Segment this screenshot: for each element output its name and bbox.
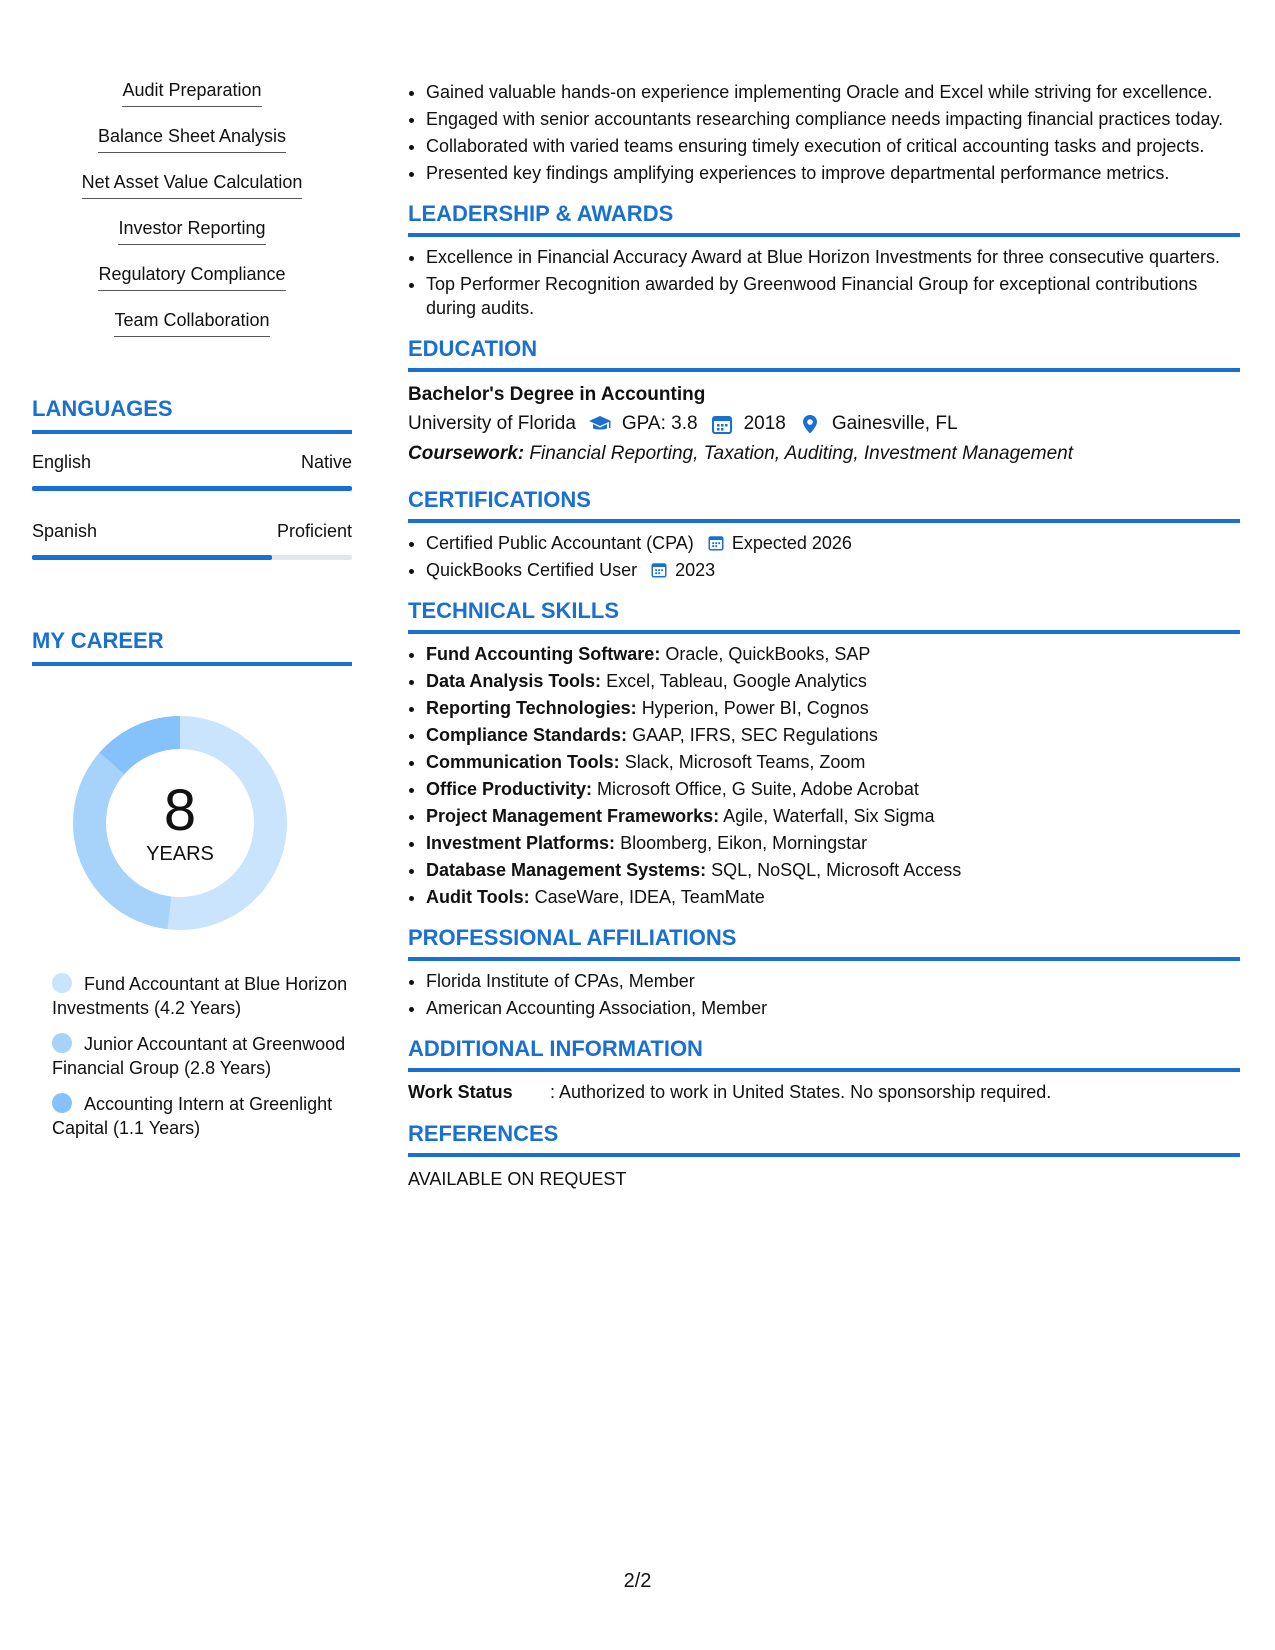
certifications-heading: CERTIFICATIONS — [408, 487, 1240, 523]
skill-values: Excel, Tableau, Google Analytics — [606, 671, 867, 691]
certifications-list — [408, 531, 1240, 582]
page-number: 2/2 — [623, 1570, 652, 1592]
skill-values: Bloomberg, Eikon, Morningstar — [620, 833, 868, 853]
legend-item — [32, 972, 352, 1020]
career-total-unit: YEARS — [146, 842, 214, 865]
skill-values: Agile, Waterfall, Six Sigma — [723, 806, 935, 826]
language-bar-fill — [32, 555, 272, 560]
list-item: • Collaborated with varied teams ensuring timely execution of critical accounting tasks and projects. — [426, 134, 1240, 158]
list-item — [426, 531, 1240, 555]
references-heading: REFERENCES — [408, 1121, 1240, 1157]
skill-category: Database Management Systems: — [426, 860, 707, 880]
list-item — [426, 777, 1240, 801]
skill-values: Oracle, QuickBooks, SAP — [665, 644, 871, 664]
school-name: University of Florida — [408, 413, 576, 434]
graduation-year: 2018 — [743, 413, 786, 434]
graduation-cap-icon — [588, 414, 612, 434]
language-item — [32, 452, 352, 491]
legend-swatch — [52, 973, 72, 993]
skill-category: Office Productivity: — [426, 779, 593, 799]
list-item: • Excellence in Financial Accuracy Award at Blue Horizon Investments for three consecutive quarters. — [426, 245, 1240, 269]
work-status-row — [408, 1082, 1240, 1103]
skills-list — [32, 80, 352, 356]
career-donut-chart — [65, 708, 295, 938]
list-item — [426, 804, 1240, 828]
career-legend — [32, 972, 352, 1140]
calendar-icon — [710, 414, 734, 434]
legend-label: Fund Accountant at Blue Horizon Investments (4.2 Years) — [52, 974, 348, 1018]
legend-swatch — [52, 1093, 72, 1113]
leadership-heading: LEADERSHIP & AWARDS — [408, 201, 1240, 237]
language-bar — [32, 555, 352, 560]
skill-category: Communication Tools: — [426, 752, 620, 772]
coursework-list: Financial Reporting, Taxation, Auditing, Investment Management — [529, 443, 1073, 464]
school-location: Gainesville, FL — [831, 413, 958, 434]
skill-category: Investment Platforms: — [426, 833, 616, 853]
career-total-years: 8 — [163, 777, 197, 843]
skill-category: Compliance Standards: — [426, 725, 628, 745]
leadership-list — [408, 245, 1240, 320]
language-item — [32, 521, 352, 560]
education-details — [408, 413, 1240, 435]
list-item: • American Accounting Association, Member — [426, 996, 1240, 1020]
skill-tag: Audit Preparation — [122, 80, 261, 107]
list-item — [426, 669, 1240, 693]
cert-date: Expected 2026 — [731, 533, 852, 553]
list-item — [426, 696, 1240, 720]
legend-swatch — [52, 1033, 72, 1053]
location-pin-icon — [798, 414, 822, 434]
work-status-label: Work Status — [408, 1082, 513, 1102]
skill-tag: Investor Reporting — [118, 218, 265, 245]
list-item — [426, 558, 1240, 582]
languages-heading: LANGUAGES — [32, 396, 352, 434]
skill-tag: Balance Sheet Analysis — [98, 126, 286, 153]
list-item: • Gained valuable hands-on experience implementing Oracle and Excel while striving for excellence. — [426, 80, 1240, 104]
list-item — [426, 723, 1240, 747]
skill-values: GAAP, IFRS, SEC Regulations — [632, 725, 878, 745]
calendar-icon — [707, 534, 725, 552]
list-item: • Presented key findings amplifying experiences to improve departmental performance metrics. — [426, 161, 1240, 185]
language-name: English — [32, 452, 92, 472]
list-item — [426, 750, 1240, 774]
list-item: • Top Performer Recognition awarded by Greenwood Financial Group for exceptional contributions during audits. — [426, 272, 1240, 320]
list-item: • Engaged with senior accountants researching compliance needs impacting financial practices today. — [426, 107, 1240, 131]
coursework-label: Coursework: — [408, 443, 525, 464]
skill-category: Reporting Technologies: — [426, 698, 637, 718]
list-item — [426, 831, 1240, 855]
skill-tag: Team Collaboration — [114, 310, 269, 337]
career-heading: MY CAREER — [32, 628, 352, 666]
experience-bullets — [408, 80, 1240, 185]
cert-name: QuickBooks Certified User — [426, 560, 638, 580]
legend-item — [32, 1032, 352, 1080]
cert-name: Certified Public Accountant (CPA) — [426, 533, 694, 553]
language-bar — [32, 486, 352, 491]
calendar-icon — [650, 561, 668, 579]
coursework — [408, 443, 1240, 465]
language-level: Native — [300, 452, 352, 472]
references-text: AVAILABLE ON REQUEST — [408, 1169, 627, 1189]
education-heading: EDUCATION — [408, 336, 1240, 372]
skill-values: Hyperion, Power BI, Cognos — [641, 698, 869, 718]
language-level: Proficient — [276, 521, 352, 541]
skill-values: CaseWare, IDEA, TeamMate — [534, 887, 765, 907]
skill-values: SQL, NoSQL, Microsoft Access — [711, 860, 962, 880]
list-item — [426, 642, 1240, 666]
cert-date: 2023 — [675, 560, 716, 580]
work-status-value: : Authorized to work in United States. No sponsorship required. — [550, 1082, 1052, 1102]
affiliations-list — [408, 969, 1240, 1020]
list-item — [426, 858, 1240, 882]
skill-category: Audit Tools: — [426, 887, 530, 907]
skill-tag: Net Asset Value Calculation — [82, 172, 303, 199]
legend-label: Accounting Intern at Greenlight Capital (1.1 Years) — [52, 1094, 333, 1138]
skill-values: Microsoft Office, G Suite, Adobe Acrobat — [597, 779, 919, 799]
skill-values: Slack, Microsoft Teams, Zoom — [624, 752, 866, 772]
gpa: GPA: 3.8 — [621, 413, 698, 434]
language-bar-fill — [32, 486, 352, 491]
skill-category: Fund Accounting Software: — [426, 644, 661, 664]
affiliations-heading: PROFESSIONAL AFFILIATIONS — [408, 925, 1240, 961]
skill-tag: Regulatory Compliance — [98, 264, 285, 291]
skill-category: Data Analysis Tools: — [426, 671, 602, 691]
skill-category: Project Management Frameworks: — [426, 806, 720, 826]
degree-title: Bachelor's Degree in Accounting — [408, 384, 706, 405]
technical-skills-list — [408, 642, 1240, 909]
legend-label: Junior Accountant at Greenwood Financial Group (2.8 Years) — [52, 1034, 346, 1078]
technical-skills-heading: TECHNICAL SKILLS — [408, 598, 1240, 634]
list-item — [426, 885, 1240, 909]
main-content — [408, 80, 1240, 1190]
list-item: • Florida Institute of CPAs, Member — [426, 969, 1240, 993]
language-name: Spanish — [32, 521, 98, 541]
sidebar — [32, 80, 352, 1152]
additional-info-heading: ADDITIONAL INFORMATION — [408, 1036, 1240, 1072]
legend-item — [32, 1092, 352, 1140]
